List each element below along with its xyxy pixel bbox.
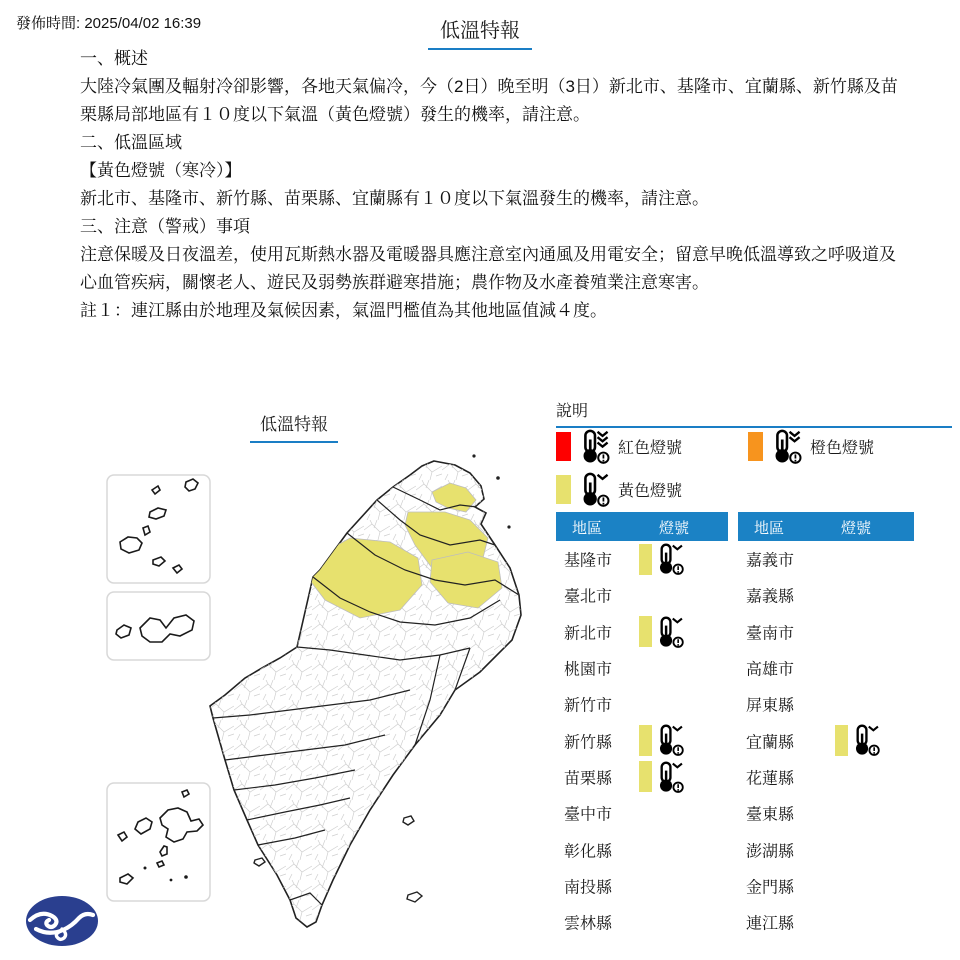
region-name: 金門縣 [746,879,795,897]
region-name: 連江縣 [746,915,795,933]
table-row [556,868,728,904]
legend-label: 紅色燈號 [618,439,683,457]
thermometer-icon [655,724,685,756]
region-table-right [738,512,914,940]
region-name: 新竹市 [564,697,613,715]
table-row [738,831,914,867]
table-header [738,512,914,541]
section-paragraph: 註１：連江縣由於地理及氣候因素，氣溫門檻值為其他地區值減４度。 [80,301,607,320]
region-name: 雲林縣 [564,915,613,933]
section-heading: 一、概述 [80,49,148,68]
region-name: 基隆市 [564,552,613,570]
section-heading: 二、低溫區域 [80,133,182,152]
region-name: 新竹縣 [564,734,613,752]
col-header-region: 地區 [572,520,603,537]
table-row [738,577,914,613]
legend-heading: 說明 [556,398,952,428]
region-name: 彰化縣 [564,843,613,861]
table-row [738,759,914,795]
section-paragraph: 注意保暖及日夜溫差，使用瓦斯熱水器及電暖器具應注意室內通風及用電安全；留意早晚低溫導致之呼吸道及心血管疾病，關懷老人、遊民及弱勢族群避寒措施；農作物及水產養殖業注意寒害。 [80,245,896,292]
table-row [556,650,728,686]
region-name: 臺南市 [746,625,795,643]
legend-label: 橙色燈號 [810,439,875,457]
signal-cell [835,724,881,756]
legend-label: 黃色燈號 [618,482,683,500]
col-header-region: 地區 [754,520,785,537]
thermometer-icon [770,429,803,464]
signal-cell [639,543,685,575]
region-name: 新北市 [564,625,613,643]
signal-swatch [639,761,652,792]
table-header [556,512,728,541]
inset-matsu [107,475,210,583]
legend-item [748,429,874,463]
publish-time: 發佈時間: 2025/04/02 16:39 [16,15,202,32]
signal-swatch [639,616,652,647]
section-paragraph: 新北市、基隆市、新竹縣、苗栗縣、宜蘭縣有１０度以下氣溫發生的機率，請注意。 [80,189,709,208]
region-name: 桃園市 [564,661,613,679]
section-heading: 三、注意（警戒）事項 [80,217,250,236]
thermometer-icon [655,616,685,648]
region-name: 臺北市 [564,588,613,606]
region-name: 嘉義縣 [746,588,795,606]
legend-item [556,472,682,506]
signal-swatch [835,725,848,756]
thermometer-icon [655,543,685,575]
table-row [556,614,728,650]
region-name: 臺東縣 [746,806,795,824]
legend-color-swatch [748,432,763,461]
table-row [738,868,914,904]
col-header-signal: 燈號 [841,520,872,537]
signal-cell [639,724,685,756]
region-name: 澎湖縣 [746,843,795,861]
table-row [738,614,914,650]
legend-color-swatch [556,432,571,461]
signal-swatch [639,544,652,575]
table-row [556,831,728,867]
section-paragraph: 【黃色燈號（寒冷）】 [80,161,242,180]
table-row [556,904,728,940]
table-row [556,541,728,577]
region-name: 花蓮縣 [746,770,795,788]
table-row [738,722,914,758]
map-title: 低溫特報 [250,410,338,443]
table-row [556,722,728,758]
table-row [738,650,914,686]
report-body [80,45,910,325]
signal-swatch [639,725,652,756]
table-row [738,686,914,722]
thermometer-icon [655,761,685,793]
region-table-left [556,512,728,940]
region-name: 苗栗縣 [564,770,613,788]
signal-cell [639,616,685,648]
col-header-signal: 燈號 [659,520,690,537]
region-name: 嘉義市 [746,552,795,570]
region-name: 宜蘭縣 [746,734,795,752]
taiwan-advisory-map [95,448,545,960]
region-name: 臺中市 [564,806,613,824]
region-name: 高雄市 [746,661,795,679]
cwa-logo [22,893,102,949]
legend-item [556,429,682,463]
inset-penghu [107,783,210,901]
inset-kinmen [107,592,210,660]
thermometer-icon [578,472,611,507]
page-title: 低溫特報 [0,14,960,50]
region-name: 南投縣 [564,879,613,897]
region-name: 屏東縣 [746,697,795,715]
table-row [556,795,728,831]
table-row [738,904,914,940]
thermometer-icon [578,429,611,464]
table-row [556,686,728,722]
signal-cell [639,761,685,793]
legend-color-swatch [556,475,571,504]
table-row [738,795,914,831]
table-row [556,577,728,613]
table-row [556,759,728,795]
section-paragraph: 大陸冷氣團及輻射冷卻影響，各地天氣偏冷，今（2日）晚至明（3日）新北市、基隆市、宜蘭縣、新竹縣及苗栗縣局部地區有１０度以下氣溫（黃色燈號）發生的機率，請注意。 [80,77,898,124]
table-row [738,541,914,577]
thermometer-icon [851,724,881,756]
